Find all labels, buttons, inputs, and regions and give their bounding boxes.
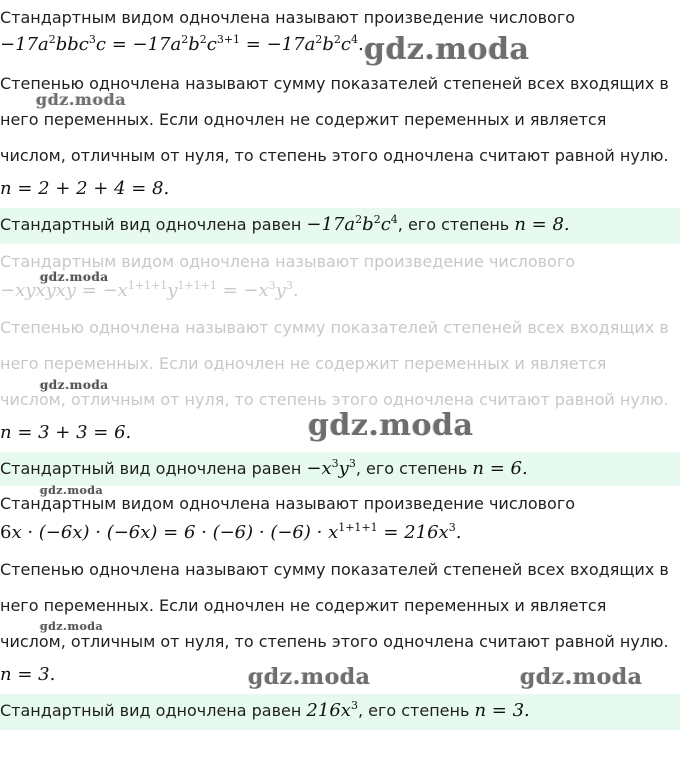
answer-formula: $-17a^2b^2c^4$ — [306, 212, 398, 235]
degree-definition-line: Степенью одночлена называют сумму показателей степеней всех входящих в — [0, 74, 669, 93]
degree-definition-line: числом, отличным от нуля, то степень этого одночлена считают равной нулю. — [0, 146, 669, 165]
answer-middle: , его степень — [357, 701, 470, 720]
degree-formula: n = 3 + 3 = 6. — [0, 422, 132, 443]
degree-definition-line: Степенью одночлена называют сумму показателей степеней всех входящих в — [0, 560, 669, 579]
watermark-logo: gdz.moda — [36, 90, 127, 109]
degree-formula: n = 3. — [0, 664, 56, 685]
answer-degree: n = 8. — [514, 214, 570, 235]
watermark-logo: gdz.moda — [40, 484, 104, 497]
degree-formula: n = 2 + 2 + 4 = 8. — [0, 178, 170, 199]
degree-definition-line: него переменных. Если одночлен не содержит переменных и является — [0, 354, 607, 373]
degree-definition-line: Степенью одночлена называют сумму показателей степеней всех входящих в — [0, 318, 669, 337]
answer-formula: $216x^3$ — [306, 698, 358, 721]
degree-definition-line: него переменных. Если одночлен не содержит переменных и является — [0, 110, 607, 129]
watermark-logo: gdz.moda — [308, 408, 474, 443]
answer-prefix: Стандартный вид одночлена равен — [0, 701, 302, 720]
degree-definition-line: числом, отличным от нуля, то степень этого одночлена считают равной нулю. — [0, 632, 669, 651]
watermark-logo: gdz.moda — [364, 32, 530, 67]
watermark-logo: gdz.moda — [520, 664, 643, 690]
answer-prefix: Стандартный вид одночлена равен — [0, 215, 302, 234]
answer-line — [0, 214, 570, 235]
answer-degree: n = 6. — [472, 458, 528, 479]
answer-line — [0, 700, 530, 721]
definition-text: Стандартным видом одночлена называют произведение числового — [0, 252, 576, 271]
watermark-logo: gdz.moda — [40, 378, 109, 392]
watermark-logo: gdz.moda — [248, 664, 371, 690]
degree-definition-line: числом, отличным от нуля, то степень этого одночлена считают равной нулю. — [0, 390, 669, 409]
definition-text: Стандартным видом одночлена называют произведение числового — [0, 494, 576, 513]
answer-formula: $-x^3y^3$ — [306, 456, 356, 479]
watermark-logo: gdz.moda — [40, 270, 109, 284]
formula: $6x \cdot (-6x) \cdot (-6x) = 6 \cdot (-6) \cdot (-6) \cdot x^{1+1+1} = 216x^3$. — [0, 520, 462, 543]
answer-line — [0, 458, 528, 479]
watermark-logo: gdz.moda — [40, 620, 104, 633]
answer-degree: n = 3. — [474, 700, 530, 721]
answer-middle: , его степень — [355, 459, 468, 478]
answer-middle: , его степень — [397, 215, 510, 234]
answer-prefix: Стандартный вид одночлена равен — [0, 459, 302, 478]
degree-definition-line: него переменных. Если одночлен не содержит переменных и является — [0, 596, 607, 615]
definition-text: Стандартным видом одночлена называют произведение числового — [0, 8, 576, 27]
formula: −xyxyxy = $-x^{1+1+1}y^{1+1+1} = -x^3y^3$. — [0, 278, 299, 301]
formula: $-17a^2bbc^3c = -17a^2b^2c^{3+1} = -17a^2b^2c^4$. — [0, 32, 364, 55]
